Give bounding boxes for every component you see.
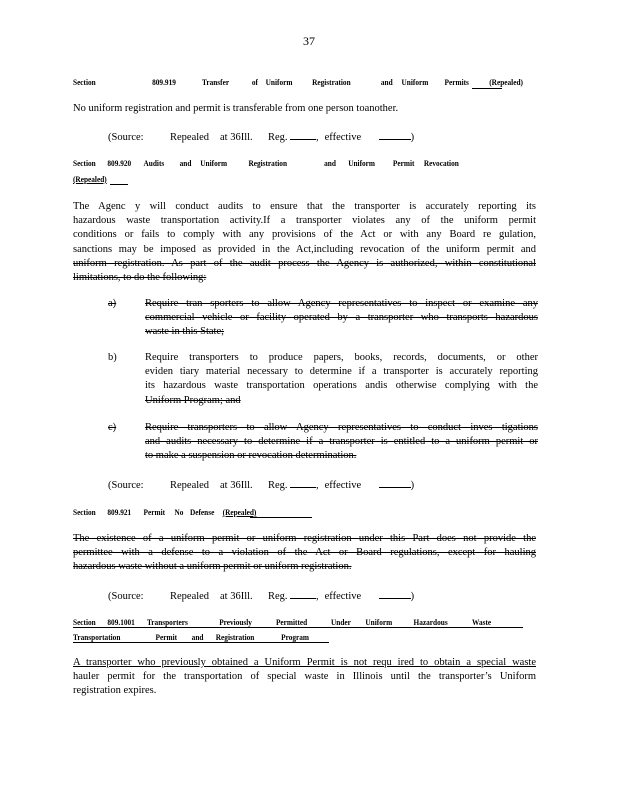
heading-word: Permit — [392, 158, 415, 168]
heading-word: Uniform — [200, 158, 228, 168]
source-sep: , — [316, 480, 319, 491]
heading-word: Revocation — [423, 158, 459, 168]
text-line: registration expires. — [73, 685, 157, 697]
section-809-919-heading — [73, 77, 523, 87]
heading-word: Under — [331, 617, 351, 627]
section-809-1001-heading-line2 — [73, 632, 348, 642]
text-line-struck: hazardous waste without a uniform permit or uniform registration. — [73, 561, 352, 573]
heading-word: Section — [73, 617, 96, 627]
heading-word: 809.921 — [107, 507, 132, 517]
text-line: Require transporters to produce papers, books, records, documents, or other — [145, 352, 538, 363]
heading-word: Program — [281, 632, 310, 642]
source-repealed: Repealed — [170, 480, 210, 491]
section-809-920-heading-repealed: (Repealed) — [73, 174, 107, 184]
text-line-struck: Uniform Program; and — [145, 394, 241, 406]
heading-word: Defense — [189, 507, 215, 517]
heading-word: Permit — [155, 632, 178, 642]
section-809-920-text — [73, 200, 536, 285]
heading-word: Hazardous — [413, 617, 448, 627]
heading-underline — [472, 88, 502, 89]
heading-word: Registration — [312, 77, 351, 87]
heading-word: and — [179, 158, 192, 168]
section-809-919-text — [73, 102, 536, 116]
text-line: The Agenc y will conduct audits to ensure that the transporter is accurately reporting its — [73, 201, 536, 212]
source-note — [108, 588, 424, 602]
page-number: 37 — [303, 34, 315, 48]
heading-word: Permit — [143, 507, 166, 517]
text-line-struck: The existence of a uniform permit or uniform registration under this Part does not provide the — [73, 533, 536, 544]
blank-page — [290, 477, 316, 488]
source-note — [108, 477, 424, 491]
text-line-struck: and audits necessary to determine if a transporter is entitled to a uniform permit or — [145, 436, 538, 448]
source-reg: Reg. — [268, 132, 288, 143]
section-809-921-text — [73, 532, 536, 575]
text-line-struck: limitations, to do the following: — [73, 272, 207, 284]
list-item-c — [108, 421, 538, 465]
heading-word: (Repealed) — [489, 77, 523, 87]
blank-page — [290, 588, 316, 599]
source-sep: , — [316, 132, 319, 143]
text-line: A transporter who previously obtained a Uniform Permit is not requ ired to obtain a special waste — [73, 657, 536, 668]
blank-date — [379, 129, 411, 140]
heading-underline — [73, 627, 523, 628]
heading-word: of — [251, 77, 258, 87]
source-at: at 36Ill. — [220, 132, 253, 143]
heading-word: Permitted — [275, 617, 308, 627]
heading-word: Waste — [472, 617, 492, 627]
heading-word: 809.919 — [152, 77, 176, 87]
heading-word: Registration — [248, 158, 288, 168]
text-line-struck: to make a suspension or revocation determination. — [145, 450, 357, 462]
heading-word: 809.920 — [107, 158, 132, 168]
item-marker: c) — [108, 422, 117, 433]
heading-word: Previously — [219, 617, 252, 627]
text-line: hauler permit for the transportation of special waste in Illinois until the transporter’s Uniform — [73, 671, 536, 683]
heading-word: and — [191, 632, 204, 642]
text-line-struck: waste in this State; — [145, 326, 225, 338]
heading-word: Uniform — [348, 158, 376, 168]
heading-word: 809.1001 — [107, 617, 135, 627]
heading-word: and — [380, 77, 393, 87]
heading-word: (Repealed) — [222, 507, 257, 517]
source-close: ) — [410, 480, 415, 491]
section-809-920-heading — [73, 158, 503, 168]
heading-word: No — [174, 507, 184, 517]
item-marker: a) — [108, 298, 117, 309]
source-at: at 36Ill. — [220, 591, 253, 602]
text-line-struck: Require tran sporters to allow Agency representatives to inspect or examine any — [145, 298, 538, 309]
section-809-1001-heading — [73, 617, 520, 627]
list-item-a — [108, 297, 538, 341]
text-line-struck: commercial vehicle or facility operated by a transporter who transports hazardous — [145, 312, 538, 324]
blank-page — [290, 129, 316, 140]
source-label: (Source: — [108, 132, 144, 143]
heading-word: Uniform — [265, 77, 293, 87]
source-at: at 36Ill. — [220, 480, 253, 491]
heading-word: Section — [73, 77, 96, 87]
source-label: (Source: — [108, 591, 144, 602]
source-reg: Reg. — [268, 591, 288, 602]
text-line: hazardous waste transportation activity.If a transporter violates any of the uniform permit — [73, 215, 536, 227]
heading-word: Transporters — [146, 617, 188, 627]
text-line-struck: permittee with a defense to a violation of the Act or Board regulations, except for hauling — [73, 547, 536, 559]
text-line: conditions or fails to comply with any provisions of the Act or with any Board re gulation, — [73, 229, 536, 241]
source-repealed: Repealed — [170, 591, 210, 602]
heading-word: Uniform — [401, 77, 429, 87]
section-809-921-heading — [73, 507, 331, 517]
heading-word: Audits — [143, 158, 165, 168]
heading-underline — [250, 517, 312, 518]
source-close: ) — [410, 591, 415, 602]
blank-date — [379, 588, 411, 599]
text-line: sanctions may be imposed as provided in the Act,including revocation of the uniform permit and — [73, 243, 536, 255]
source-repealed: Repealed — [170, 132, 210, 143]
heading-underline — [73, 642, 329, 643]
source-effective: effective — [324, 591, 362, 602]
source-note — [108, 129, 424, 143]
heading-word: Uniform — [365, 617, 393, 627]
section-809-1001-text — [73, 656, 536, 699]
heading-word: Permits — [444, 77, 469, 87]
heading-underline — [110, 184, 128, 185]
heading-word: and — [324, 158, 336, 168]
heading-word: Section — [73, 507, 96, 517]
heading-word: Transfer — [202, 77, 230, 87]
source-effective: effective — [324, 132, 362, 143]
source-label: (Source: — [108, 480, 144, 491]
source-reg: Reg. — [268, 480, 288, 491]
list-item-b — [108, 351, 538, 409]
heading-word: Transportation — [73, 632, 121, 642]
source-close: ) — [410, 132, 415, 143]
text-line: eviden tiary material necessary to determine if a transporter is accurately reporting — [145, 366, 538, 378]
text-line-struck: uniform registration. As part of the audit process the Agency is authorized, within constitutional — [73, 257, 536, 269]
blank-date — [379, 477, 411, 488]
text-line-struck: Require transporters to allow Agency representatives to conduct inves tigations — [145, 422, 538, 433]
source-effective: effective — [324, 480, 362, 491]
heading-word: Section — [73, 158, 96, 168]
text-line: No uniform registration and permit is transferable from one person toanother. — [73, 103, 399, 114]
source-sep: , — [316, 591, 319, 602]
heading-word: Registration — [215, 632, 255, 642]
item-marker: b) — [108, 352, 117, 363]
text-line: its hazardous waste transportation operations andis otherwise complying with the — [145, 380, 538, 392]
